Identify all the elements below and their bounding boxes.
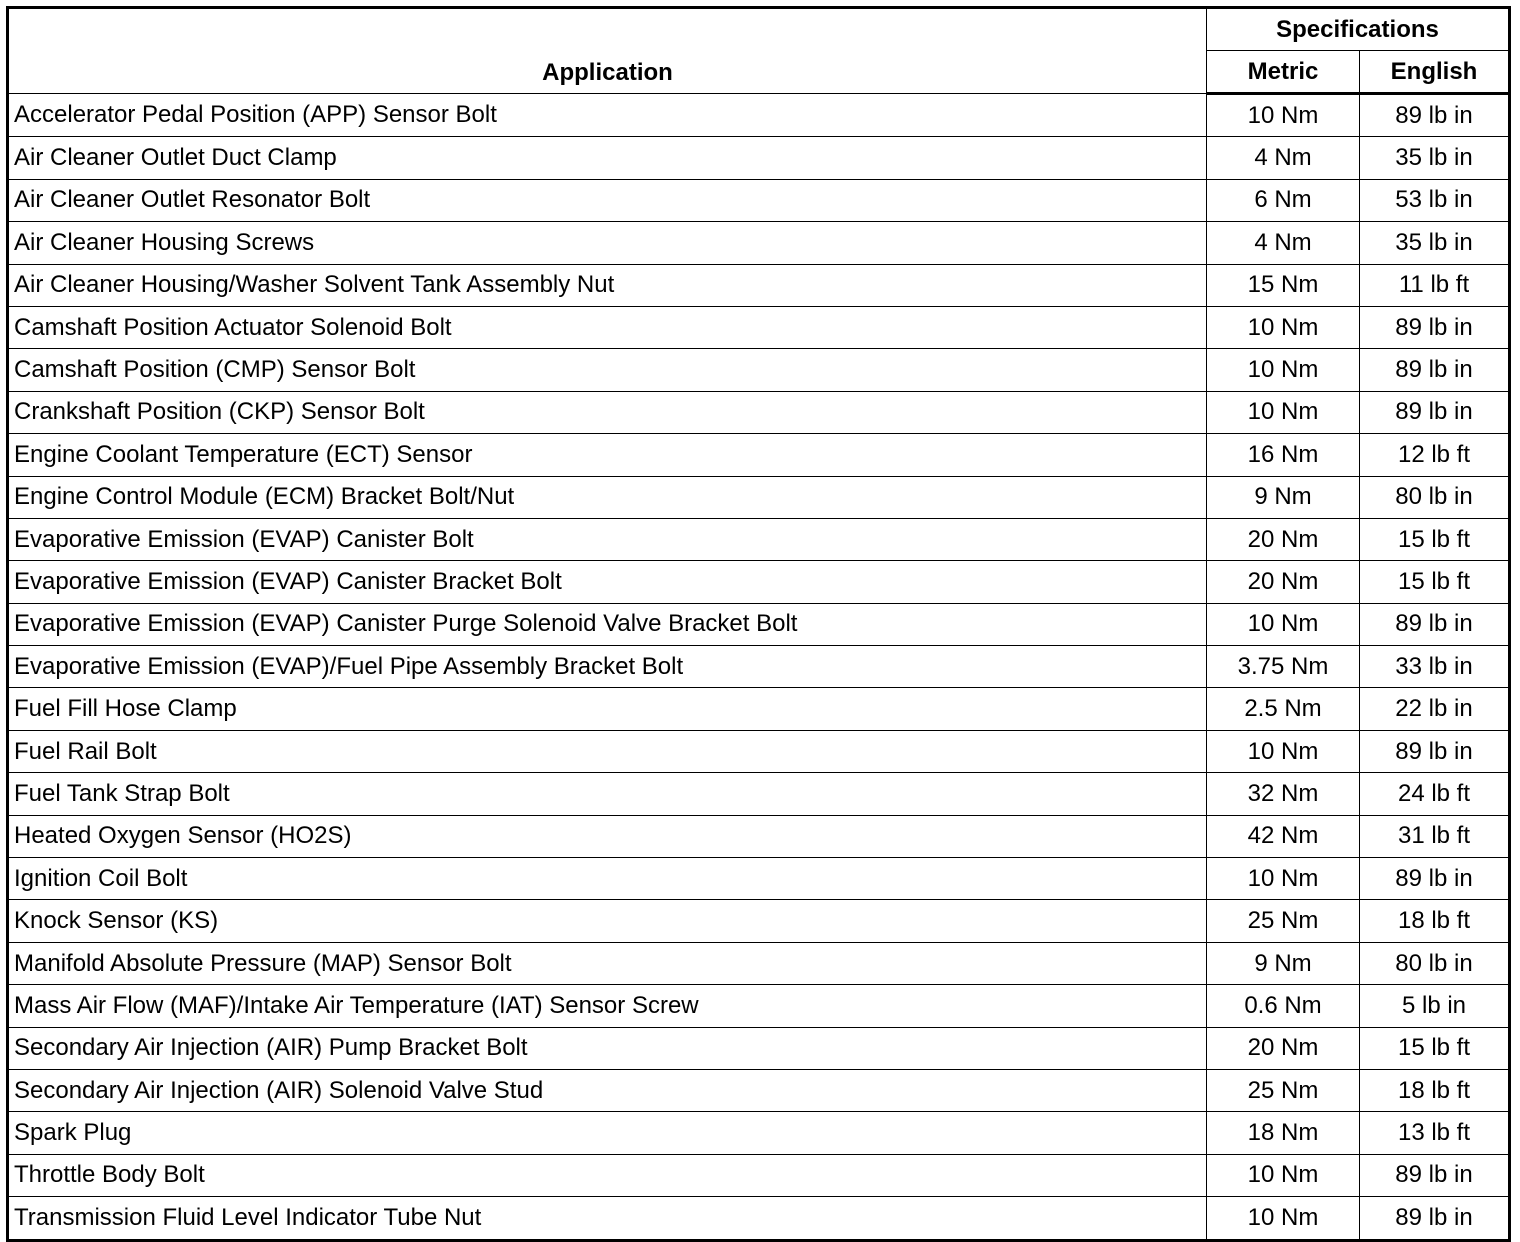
application-cell: Transmission Fluid Level Indicator Tube Nut xyxy=(8,1197,1207,1240)
table-row xyxy=(8,646,1510,688)
application-cell: Secondary Air Injection (AIR) Pump Bracket Bolt xyxy=(8,1027,1207,1069)
application-cell: Air Cleaner Outlet Resonator Bolt xyxy=(8,179,1207,221)
english-cell: 80 lb in xyxy=(1360,942,1510,984)
metric-cell: 20 Nm xyxy=(1207,1027,1360,1069)
english-cell: 89 lb in xyxy=(1360,1154,1510,1196)
application-cell: Evaporative Emission (EVAP) Canister Purge Solenoid Valve Bracket Bolt xyxy=(8,603,1207,645)
english-cell: 89 lb in xyxy=(1360,730,1510,772)
metric-cell: 10 Nm xyxy=(1207,306,1360,348)
english-cell: 80 lb in xyxy=(1360,476,1510,518)
application-cell: Knock Sensor (KS) xyxy=(8,900,1207,942)
metric-cell: 20 Nm xyxy=(1207,518,1360,560)
english-cell: 53 lb in xyxy=(1360,179,1510,221)
table-body xyxy=(8,94,1510,1241)
table-header xyxy=(8,8,1510,94)
table-row xyxy=(8,1112,1510,1154)
english-cell: 35 lb in xyxy=(1360,222,1510,264)
table-row xyxy=(8,391,1510,433)
application-cell: Evaporative Emission (EVAP) Canister Bracket Bolt xyxy=(8,561,1207,603)
english-cell: 15 lb ft xyxy=(1360,561,1510,603)
english-cell: 5 lb in xyxy=(1360,985,1510,1027)
table-row xyxy=(8,518,1510,560)
table-row xyxy=(8,858,1510,900)
application-cell: Evaporative Emission (EVAP)/Fuel Pipe Assembly Bracket Bolt xyxy=(8,646,1207,688)
header-application: Application xyxy=(8,8,1207,94)
table-row xyxy=(8,773,1510,815)
metric-cell: 42 Nm xyxy=(1207,815,1360,857)
english-cell: 89 lb in xyxy=(1360,349,1510,391)
header-metric: Metric xyxy=(1207,51,1360,94)
english-cell: 33 lb in xyxy=(1360,646,1510,688)
application-cell: Fuel Tank Strap Bolt xyxy=(8,773,1207,815)
metric-cell: 10 Nm xyxy=(1207,349,1360,391)
english-cell: 11 lb ft xyxy=(1360,264,1510,306)
application-cell: Manifold Absolute Pressure (MAP) Sensor Bolt xyxy=(8,942,1207,984)
metric-cell: 10 Nm xyxy=(1207,1197,1360,1240)
metric-cell: 10 Nm xyxy=(1207,1154,1360,1196)
application-cell: Throttle Body Bolt xyxy=(8,1154,1207,1196)
english-cell: 35 lb in xyxy=(1360,137,1510,179)
torque-spec-table xyxy=(6,6,1511,1242)
application-cell: Air Cleaner Outlet Duct Clamp xyxy=(8,137,1207,179)
application-cell: Camshaft Position (CMP) Sensor Bolt xyxy=(8,349,1207,391)
table-row xyxy=(8,179,1510,221)
metric-cell: 4 Nm xyxy=(1207,222,1360,264)
metric-cell: 18 Nm xyxy=(1207,1112,1360,1154)
metric-cell: 10 Nm xyxy=(1207,603,1360,645)
table-row xyxy=(8,222,1510,264)
metric-cell: 9 Nm xyxy=(1207,942,1360,984)
english-cell: 89 lb in xyxy=(1360,391,1510,433)
application-cell: Camshaft Position Actuator Solenoid Bolt xyxy=(8,306,1207,348)
metric-cell: 3.75 Nm xyxy=(1207,646,1360,688)
english-cell: 31 lb ft xyxy=(1360,815,1510,857)
metric-cell: 10 Nm xyxy=(1207,858,1360,900)
metric-cell: 10 Nm xyxy=(1207,730,1360,772)
metric-cell: 6 Nm xyxy=(1207,179,1360,221)
table-row xyxy=(8,306,1510,348)
application-cell: Secondary Air Injection (AIR) Solenoid Valve Stud xyxy=(8,1069,1207,1111)
english-cell: 22 lb in xyxy=(1360,688,1510,730)
english-cell: 89 lb in xyxy=(1360,603,1510,645)
table-row xyxy=(8,603,1510,645)
metric-cell: 2.5 Nm xyxy=(1207,688,1360,730)
table-row xyxy=(8,1069,1510,1111)
metric-cell: 0.6 Nm xyxy=(1207,985,1360,1027)
metric-cell: 32 Nm xyxy=(1207,773,1360,815)
application-cell: Fuel Fill Hose Clamp xyxy=(8,688,1207,730)
table-row xyxy=(8,1027,1510,1069)
application-cell: Accelerator Pedal Position (APP) Sensor Bolt xyxy=(8,94,1207,137)
english-cell: 24 lb ft xyxy=(1360,773,1510,815)
english-cell: 13 lb ft xyxy=(1360,1112,1510,1154)
metric-cell: 4 Nm xyxy=(1207,137,1360,179)
application-cell: Engine Control Module (ECM) Bracket Bolt/Nut xyxy=(8,476,1207,518)
application-cell: Fuel Rail Bolt xyxy=(8,730,1207,772)
metric-cell: 10 Nm xyxy=(1207,391,1360,433)
english-cell: 18 lb ft xyxy=(1360,900,1510,942)
table-row xyxy=(8,561,1510,603)
english-cell: 89 lb in xyxy=(1360,306,1510,348)
table-row xyxy=(8,815,1510,857)
table-row xyxy=(8,985,1510,1027)
header-english: English xyxy=(1360,51,1510,94)
application-cell: Mass Air Flow (MAF)/Intake Air Temperature (IAT) Sensor Screw xyxy=(8,985,1207,1027)
metric-cell: 10 Nm xyxy=(1207,94,1360,137)
table-row xyxy=(8,900,1510,942)
table-row xyxy=(8,349,1510,391)
table-row xyxy=(8,94,1510,137)
table-row xyxy=(8,476,1510,518)
table-row xyxy=(8,137,1510,179)
table-row xyxy=(8,434,1510,476)
english-cell: 12 lb ft xyxy=(1360,434,1510,476)
application-cell: Air Cleaner Housing Screws xyxy=(8,222,1207,264)
table-row xyxy=(8,942,1510,984)
application-cell: Ignition Coil Bolt xyxy=(8,858,1207,900)
metric-cell: 25 Nm xyxy=(1207,900,1360,942)
application-cell: Crankshaft Position (CKP) Sensor Bolt xyxy=(8,391,1207,433)
table-row xyxy=(8,264,1510,306)
table-row xyxy=(8,1154,1510,1196)
metric-cell: 25 Nm xyxy=(1207,1069,1360,1111)
application-cell: Spark Plug xyxy=(8,1112,1207,1154)
english-cell: 18 lb ft xyxy=(1360,1069,1510,1111)
application-cell: Engine Coolant Temperature (ECT) Sensor xyxy=(8,434,1207,476)
application-cell: Heated Oxygen Sensor (HO2S) xyxy=(8,815,1207,857)
english-cell: 89 lb in xyxy=(1360,858,1510,900)
table-row xyxy=(8,730,1510,772)
application-cell: Air Cleaner Housing/Washer Solvent Tank Assembly Nut xyxy=(8,264,1207,306)
metric-cell: 9 Nm xyxy=(1207,476,1360,518)
english-cell: 15 lb ft xyxy=(1360,518,1510,560)
english-cell: 89 lb in xyxy=(1360,94,1510,137)
table-row xyxy=(8,1197,1510,1240)
metric-cell: 15 Nm xyxy=(1207,264,1360,306)
metric-cell: 16 Nm xyxy=(1207,434,1360,476)
english-cell: 15 lb ft xyxy=(1360,1027,1510,1069)
english-cell: 89 lb in xyxy=(1360,1197,1510,1240)
table-row xyxy=(8,688,1510,730)
header-specifications: Specifications xyxy=(1207,8,1510,51)
metric-cell: 20 Nm xyxy=(1207,561,1360,603)
application-cell: Evaporative Emission (EVAP) Canister Bolt xyxy=(8,518,1207,560)
